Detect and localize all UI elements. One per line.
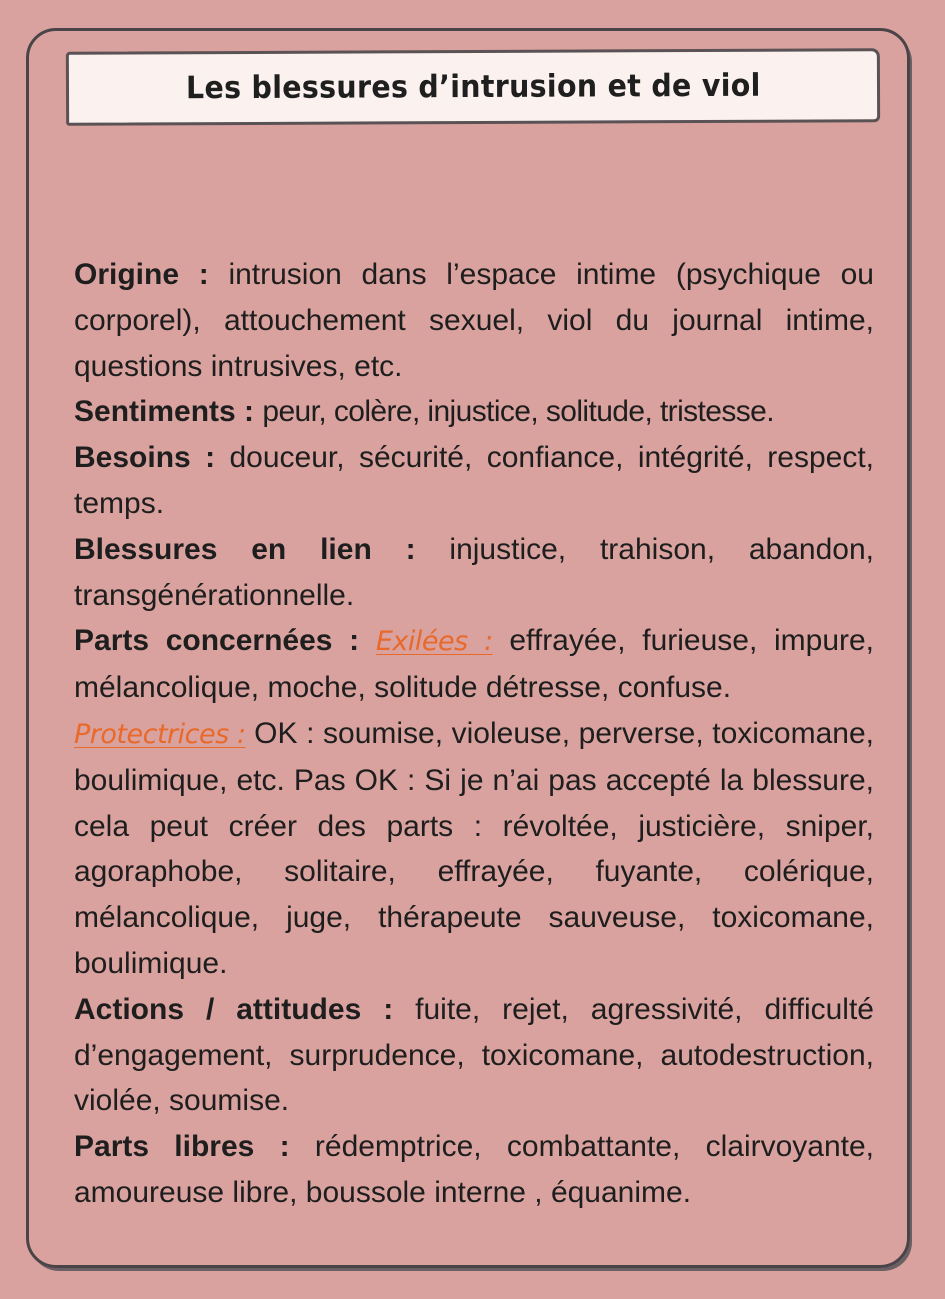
libres-text: rédemptrice, combattante, clairvoyante, amoureuse libre, boussole interne , équanime. (74, 1130, 875, 1209)
section-origine (74, 252, 874, 389)
libres-label: Parts libres : (74, 1130, 290, 1164)
actions-label: Actions / attitudes : (74, 992, 394, 1026)
origine-label: Origine : (74, 258, 209, 291)
origine-text: intrusion dans l’espace intime (psychique ou corporel), attouchement sexuel, viol du journal intime, questions intrusives, etc. (74, 258, 874, 383)
blessures-label: Blessures en lien : (74, 532, 416, 566)
section-blessures (74, 527, 874, 619)
sentiments-text: peur, colère, injustice, solitude, tristesse. (262, 395, 774, 429)
page-title: Les blessures d’intrusion et de viol (185, 67, 761, 107)
section-protectrices (74, 711, 874, 987)
section-parts (74, 618, 874, 711)
besoins-label: Besoins : (74, 441, 216, 475)
sentiments-label: Sentiments : (74, 395, 255, 429)
section-actions (74, 987, 874, 1124)
card-content (74, 252, 874, 1216)
section-sentiments (74, 389, 874, 435)
section-besoins (74, 435, 874, 527)
exilees-label: Exilées : (375, 626, 493, 658)
protectrices-text: OK : soumise, violeuse, perverse, toxicomane, boulimique, etc. Pas OK : Si je n’ai pas accepté la blessure, cela peut créer des parts : révoltée, justicière, sniper, agoraphobe, solitaire, effrayée, fuyante, colérique, mélancolique, juge, thérapeute sauveuse, toxicomane, boulimique. (74, 716, 874, 980)
exilees-text: effrayée, furieuse, impure, mélancolique, moche, solitude détresse, confuse. (74, 624, 875, 705)
actions-text: fuite, rejet, agressivité, difficulté d’engagement, surprudence, toxicomane, autodestruction, violée, soumise. (74, 992, 874, 1118)
besoins-text: douceur, sécurité, confiance, intégrité, respect, temps. (74, 441, 874, 520)
section-libres (74, 1124, 874, 1216)
parts-label: Parts concernées : (74, 624, 360, 658)
protectrices-label: Protectrices : (74, 718, 246, 750)
title-banner (66, 48, 880, 126)
blessures-text: injustice, trahison, abandon, transgénérationnelle. (74, 532, 874, 612)
